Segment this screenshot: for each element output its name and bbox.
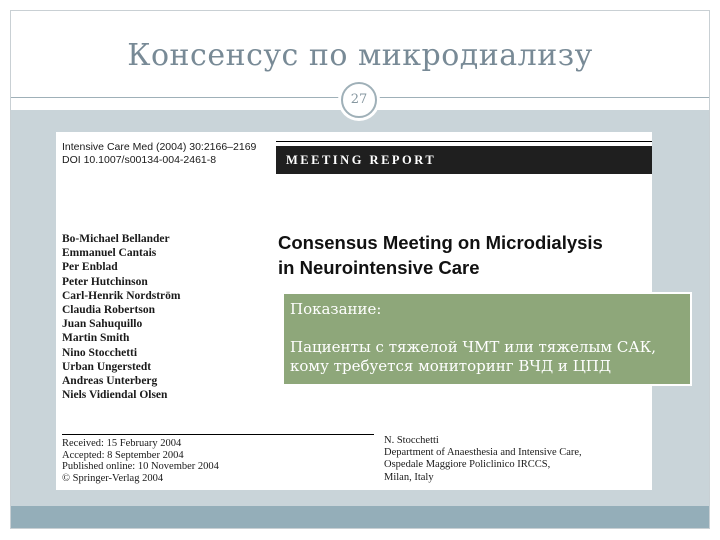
copyright: © Springer-Verlag 2004 xyxy=(62,472,164,484)
date-published: Published online: 10 November 2004 xyxy=(62,461,219,473)
dates-rule xyxy=(62,434,374,435)
author: Carl-Henrik Nordström xyxy=(62,289,181,302)
date-accepted: Accepted: 8 September 2004 xyxy=(62,449,184,461)
author: Per Enblad xyxy=(62,261,118,274)
callout-heading: Показание: xyxy=(290,300,382,318)
callout-line: кому требуется мониторинг ВЧД и ЦПД xyxy=(290,357,612,375)
author-list xyxy=(62,232,181,402)
paper-title-line: in Neurointensive Care xyxy=(278,257,480,278)
slide-number: 27 xyxy=(341,82,377,118)
author: Martin Smith xyxy=(62,332,130,345)
author: Andreas Unterberg xyxy=(62,375,158,388)
author: Urban Ungerstedt xyxy=(62,360,152,373)
publication-dates xyxy=(62,438,219,484)
bottom-bar xyxy=(11,506,709,528)
doi-line: DOI 10.1007/s00134-004-2461-8 xyxy=(62,153,217,166)
journal-line: Intensive Care Med (2004) 30:2166–2169 xyxy=(62,141,257,153)
author: Niels Vidiendal Olsen xyxy=(62,389,168,402)
journal-citation xyxy=(62,141,256,166)
indication-callout xyxy=(282,292,692,386)
affiliation-line: Department of Anaesthesia and Intensive Care, xyxy=(384,447,582,459)
author: Nino Stocchetti xyxy=(62,346,138,359)
callout-body xyxy=(290,338,684,376)
author: Claudia Robertson xyxy=(62,304,155,317)
paper-title-line: Consensus Meeting on Microdialysis xyxy=(278,232,603,253)
callout-line: Пациенты с тяжелой ЧМТ или тяжелым САК, xyxy=(290,338,657,356)
meeting-report-banner: MEETING REPORT xyxy=(276,146,652,174)
affiliation-line: Ospedale Maggiore Policlinico IRCCS, xyxy=(384,459,551,471)
report-rule xyxy=(276,141,652,142)
affiliation xyxy=(384,435,582,484)
author: Peter Hutchinson xyxy=(62,275,148,288)
author: Emmanuel Cantais xyxy=(62,247,157,260)
date-received: Received: 15 February 2004 xyxy=(62,438,182,449)
author: Bo-Michael Bellander xyxy=(62,233,170,245)
slide-title: Консенсус по микродиализу xyxy=(127,38,593,73)
affiliation-line: N. Stocchetti xyxy=(384,435,439,446)
affiliation-line: Milan, Italy xyxy=(384,471,434,483)
paper-title xyxy=(278,230,603,280)
author: Juan Sahuquillo xyxy=(62,318,143,331)
